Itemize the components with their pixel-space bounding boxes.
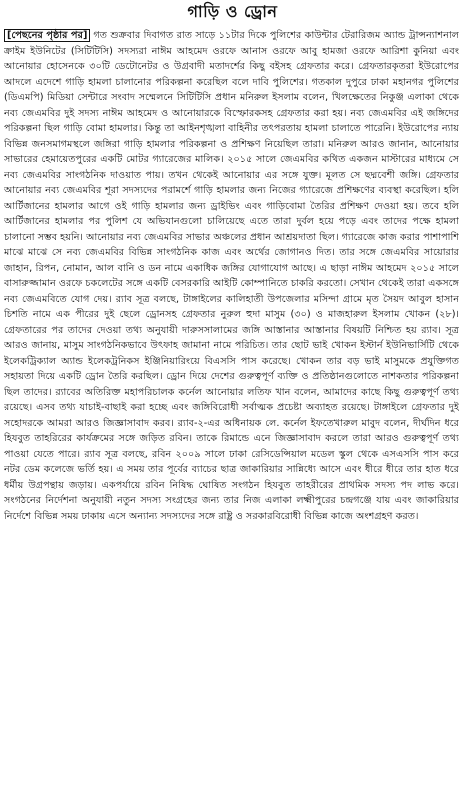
continuation-kicker: [পেছনের পৃষ্ঠার পর] [4,29,90,42]
article-text: গত শুক্রবার দিবাগত রাত সাড়ে ১১টার দিকে পুলিশের কাউন্টার টেরারিজম অ্যান্ড ট্রান্সন্যাশনাল ক্রাইম ইউনিটের (সিটিটিসি) সদস্যরা নাঈম আহমেদ ওরফে আনাস ওরফে আবু হামজা ওরফে আরিশা কুনিয়া এবং আনোয়ার হোসেনকে ৩০টি ডেটোনেটর ও উগ্রবাদী মতাদর্শের কিছু বইসহ গ্রেফতার করে। গ্রেফতারকৃতরা ইউরোপের আদলে এদেশে গাড়ি হামলা চালানোর পরিকল্পনা করেছিল বলে দাবি পুলিশের। গতকাল দুপুরে ঢাকা মহানগর পুলিশের (ডিএমপি) মিডিয়া সেন্টারে সংবাদ সম্মেলনে সিটিটিসি প্রধান মনিরুল ইসলাম বলেন, খিলক্ষেতের নিকুঞ্জ এলাকা থেকে নব্য জেএমবির দুই সদস্য নাঈম আহমেদ ও আনোয়ারকে বিস্ফোরকসহ গ্রেফতার করা হয়। নব্য জেএমবির এই জঙ্গিদের পরিকল্পনা ছিল গাড়ি বোমা হামলার। কিন্তু তা আইনশৃঙ্খলা বাহিনীর তৎপরতায় হামলা চালাতে পারেনি। ইউরোপের ন্যায় বিভিন্ন জনসমাগমস্থলে জঙ্গিরা গাড়ি হামলার পরিকল্পনা ও প্রশিক্ষণ নিয়েছিল তারা। মনিরুল আরও জানান, আনোয়ার সাভারের হেমায়েতপুরের একটি মোটর গ্যারেজের মালিক। ২০১৫ সালে জেএমবির কথিত একজন মাস্টারের মাধ্যমে সে নব্য জেএমবির সাংগঠনিক দাওয়াত পায়। তখন থেকেই আনোয়ার এর সঙ্গে যুক্ত। মূলত সে ছদ্মবেশী জঙ্গি। গ্রেফতার আনোয়ার নব্য জেএমবির শূরা সদস্যদের পরামর্শে গাড়ি হামলার জন্য নিজের গ্যারেজে প্রশিক্ষণের ব্যবস্থা করেছিল। হলি আর্টিজানের হামলার আগে ওই গাড়ি হামলার জন্য ড্রাইভিং এবং গাড়িবোমা তৈরির প্রশিক্ষণ দেওয়া হয়। তবে হলি আর্টিজানের হামলার পর পুলিশ যে অভিযানগুলো চালিয়েছে এতে তারা দুর্বল হয়ে পড়ে এবং তাদের পক্ষে হামলা চালানো সম্ভব হয়নি। আনোয়ার নব্য জেএমবির সাভার অঞ্চলের প্রধান আশ্রয়দাতা ছিল। গ্যারেজে কাজ করার পাশাপাশি মাঝে মাঝে সে নব্য জেএমবির বিভিন্ন সাংগঠনিক কাজ এবং অর্থের জোগানও দিত। তার সঙ্গে জেএমবির সায়োরার জাহান, রিপন, নোমান, আল বানি ও ডন নামে একাধিক জঙ্গির যোগাযোগ আছে। এ ছাড়া নাঈম আহমেদ ২০১৫ সালে বাসারুজ্জামান ওরফে চকলেটের সঙ্গে একটি বেসরকারি আইটি কোম্পানিতে চাকরি করতো। সেখান থেকেই তারা একসঙ্গে নব্য জেএমবিতে যোগ দেয়। র‍্যাব সূত্র বলছে, টাঙ্গাইলের কালিহাতী উপজেলার মসিন্দা গ্রামে মৃত সৈয়দ আবুল হাসান চিশতি নামে এক পীরের দুই ছেলে ড্রোনসহ গ্রেফতার নুরুল হুদা মাসুম (৩০) ও মাজহারুল ইসলাম খোকন (২৮)। গ্রেফতারের পর তাদের দেওয়া তথ্য অনুযায়ী দারুসসালামের জঙ্গি আস্তানার আস্তানার বিষয়টি নিশ্চিত হয় র‍্যাব। সূত্র আরও জানায়, মাসুম সাংগঠনিকভাবে উৎফাহ জামানা নামে পরিচিত। তার ছোট ভাই খোকন ইস্টার্ন ইউনিভার্সিটি থেকে ইলেকট্রিক্যাল অ্যান্ড ইলেকট্রনিকস ইঞ্জিনিয়ারিংয়ে বিএসসি পাস করেছে। খোকন তার বড় ভাই মাসুমকে প্রযুক্তিগত সহায়তা দিয়ে একটি ড্রোন তৈরি করছিল। ড্রোন দিয়ে দেশের গুরুত্বপূর্ণ ব্যক্তি ও প্রতিষ্ঠানগুলোতে নাশকতার পরিকল্পনা ছিল তাদের। র‍্যাবের অতিরিক্ত মহাপরিচালক কর্নেল আনোয়ার লতিফ খান বলেন, আমাদের কাছে কিছু গুরুত্বপূর্ণ তথ্য রয়েছে। এসব তথ্য যাচাই-বাছাই করা হচ্ছে এবং জঙ্গিবিরোধী সর্বাত্মক প্রচেষ্টা অব্যাহত রয়েছে। টাঙ্গাইলে গ্রেফতার দুই সহোদরকে আমরা আরও জিজ্ঞাসাবাদ করব। র‍্যাব-২-এর অধিনায়ক লে. কর্নেল ইফতেখারুল মাবুদ বলেন, দীর্ঘদিন ধরে হিযবুত তাহরিরের কার্যক্রমের সঙ্গে জড়িত রবিন। তাকে রিমান্ডে এনে জিজ্ঞাসাবাদ করলে তারা আরও গুরুত্বপূর্ণ তথ্য পাওয়া যেতে পারে। র‍্যাব সূত্র বলছে, রবিন ২০০৯ সালে ঢাকা রেসিডেন্সিয়াল মডেল স্কুল থেকে এসএসসি পাস করে নটর ডেম কলেজে ভর্তি হয়। এ সময় তার পূর্বের ব্যাচের ছাত্র জাকারিয়ার সান্নিধ্যে আসে এবং ধীরে ধীরে তার হাত ধরে ধর্মীয় উগ্রপন্থায় জড়ায়। একপর্যায়ে রবিন নিষিদ্ধ ঘোষিত সংগঠন হিযবুত তাহরীরের প্রাথমিক সদস্য পদ লাভ করে। সংগঠনের নির্দেশনা অনুযায়ী নতুন সদস্য সংগ্রহের জন্য তার নিজ এলাকা লক্ষ্মীপুরের চন্দ্রগঞ্জে যায় এবং জাকারিয়ার নির্দেশে বিভিন্ন সময় ঢাকায় এসে অন্যান্য সদস্যদের সঙ্গে রাষ্ট্র ও সরকারবিরোধী বিভিন্ন কাজে অংশগ্রহণ করত। [4,30,459,522]
article-headline: গাড়ি ও ড্রোন [187,2,278,21]
article-body [4,28,459,784]
article-paragraph [4,28,459,524]
